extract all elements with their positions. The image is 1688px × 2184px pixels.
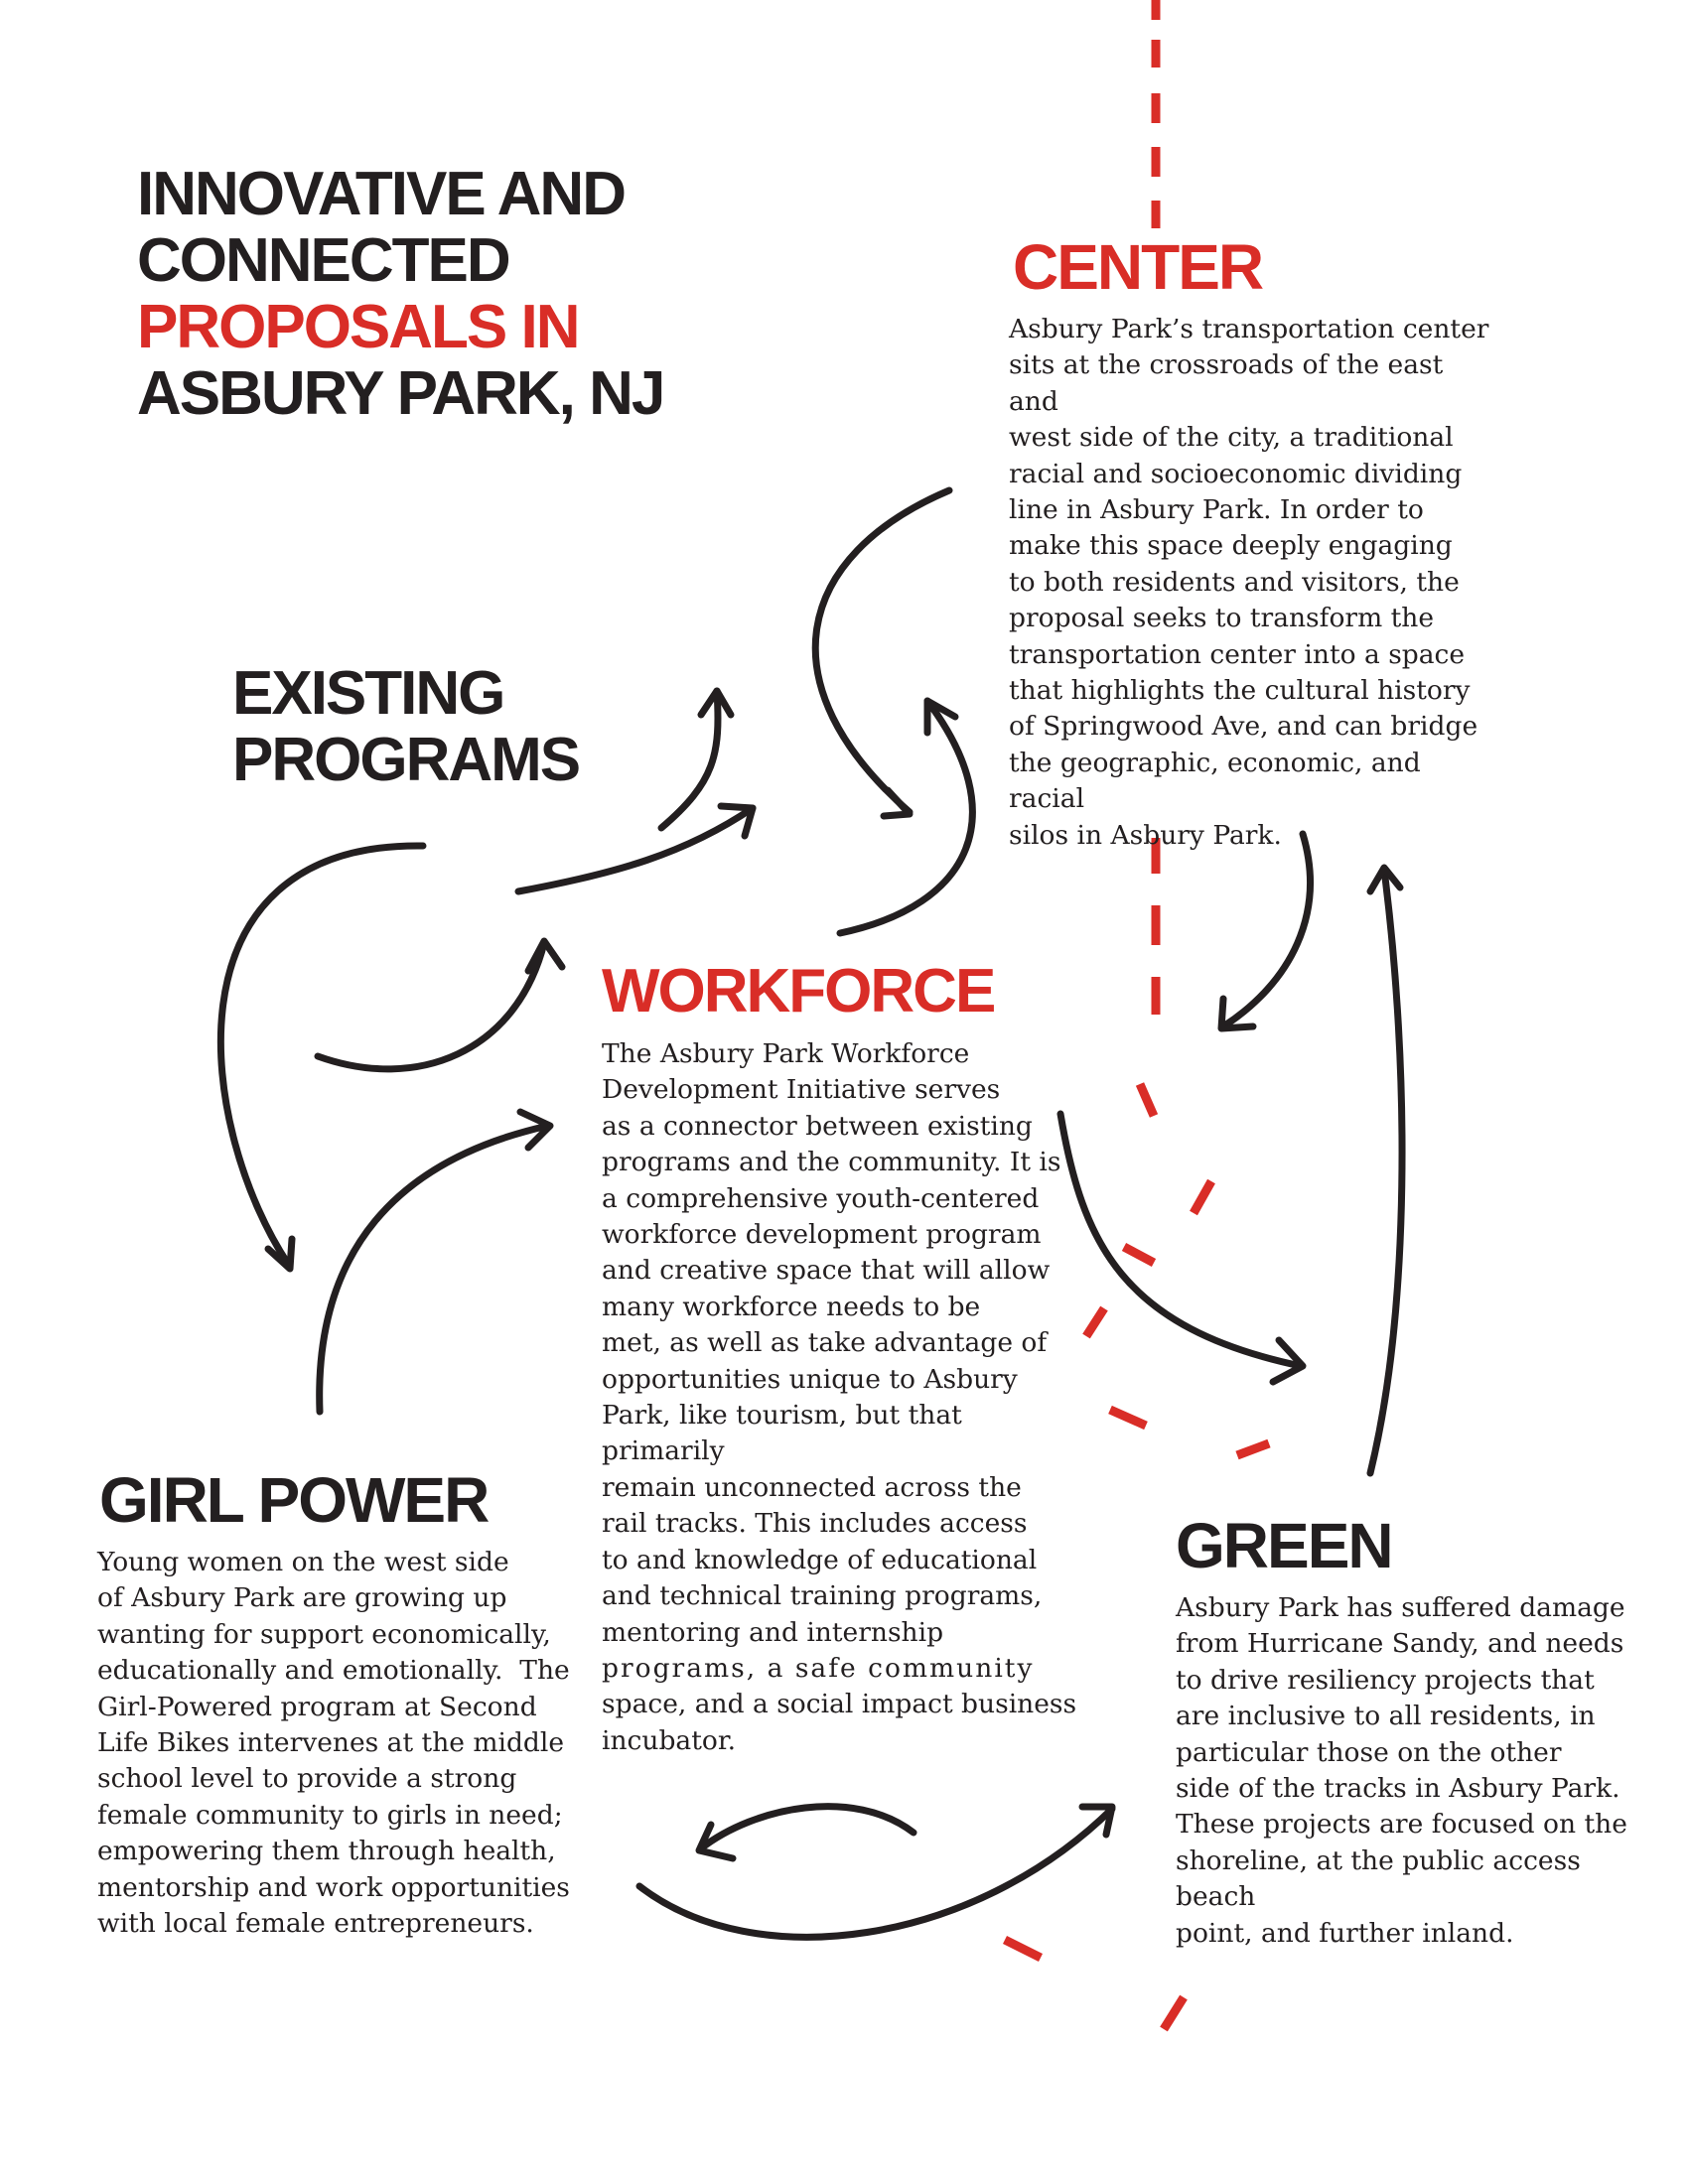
text-line: to and knowledge of educational <box>602 1544 1038 1575</box>
text-line: mentorship and work opportunities <box>97 1871 570 1903</box>
center-heading: CENTER <box>1013 231 1263 303</box>
existing-programs-line: EXISTING <box>232 659 504 728</box>
rail-dash <box>1005 1940 1041 1958</box>
arrow-to-girl-power-bottom <box>699 1807 914 1858</box>
text-line: and creative space that will allow <box>602 1255 1051 1287</box>
text-line: transportation center into a space <box>1009 638 1466 670</box>
text-line: side of the tracks in Asbury Park. <box>1176 1773 1620 1805</box>
text-line: space, and a social impact business <box>602 1689 1077 1720</box>
title-line: ASBURY PARK, NJ <box>137 359 664 428</box>
text-line: to drive resiliency projects that <box>1176 1664 1595 1696</box>
text-line: incubator. <box>602 1724 736 1756</box>
arrow-workforce-to-green <box>1060 1114 1303 1382</box>
green-heading: GREEN <box>1176 1510 1392 1581</box>
arrow-green-to-center <box>1370 868 1402 1473</box>
existing-programs-heading <box>232 660 579 793</box>
center-description <box>1009 312 1495 854</box>
text-line: These projects are focused on the <box>1176 1809 1627 1841</box>
page-title <box>137 161 663 427</box>
text-line: sits at the crossroads of the east and <box>1009 349 1444 417</box>
text-line: point, and further inland. <box>1176 1917 1514 1949</box>
text-line: make this space deeply engaging <box>1009 530 1453 562</box>
text-line: of Asbury Park are growing up <box>97 1582 507 1614</box>
text-line: workforce development program <box>602 1219 1042 1251</box>
text-line: with local female entrepreneurs. <box>97 1908 534 1940</box>
title-line: CONNECTED <box>137 226 509 295</box>
text-line: Development Initiative serves <box>602 1074 1001 1106</box>
text-line: of Springwood Ave, and can bridge <box>1009 711 1478 743</box>
text-line: many workforce needs to be <box>602 1291 981 1322</box>
title-line: INNOVATIVE AND <box>137 160 625 228</box>
arrow-to-workforce-upper <box>318 941 562 1069</box>
text-line: female community to girls in need; <box>97 1799 563 1831</box>
rail-dash <box>1164 1997 1184 2029</box>
text-line: from Hurricane Sandy, and needs <box>1176 1628 1624 1660</box>
green-description <box>1176 1590 1662 1952</box>
text-line: racial and socioeconomic dividing <box>1009 458 1463 489</box>
rail-dash <box>1086 1308 1104 1336</box>
text-line: silos in Asbury Park. <box>1009 819 1282 851</box>
text-line: line in Asbury Park. In order to <box>1009 494 1424 526</box>
text-line: to both residents and visitors, the <box>1009 566 1460 598</box>
text-line: Life Bikes intervenes at the middle <box>97 1727 565 1759</box>
girl-power-heading: GIRL POWER <box>99 1464 489 1536</box>
text-line: The Asbury Park Workforce <box>602 1038 970 1069</box>
text-line: school level to provide a strong <box>97 1763 517 1795</box>
rail-dash <box>1110 1410 1146 1426</box>
arrow-girl-power-to-workforce <box>320 1112 550 1412</box>
text-line: met, as well as take advantage of <box>602 1327 1048 1359</box>
arrow-center-to-green-line <box>1221 834 1310 1028</box>
text-line: and technical training programs, <box>602 1580 1043 1612</box>
text-line: a comprehensive youth-centered <box>602 1182 1040 1214</box>
text-line: opportunities unique to Asbury <box>602 1363 1018 1395</box>
text-line: shoreline, at the public access beach <box>1176 1844 1581 1913</box>
text-line: that highlights the cultural history <box>1009 675 1471 707</box>
title-line-highlight: PROPOSALS IN <box>137 293 579 361</box>
arrow-center-to-workforce <box>815 490 949 816</box>
text-line: programs, a safe community <box>602 1652 1035 1684</box>
text-line: Young women on the west side <box>97 1547 509 1577</box>
text-line: remain unconnected across the <box>602 1471 1022 1503</box>
rail-dash <box>1237 1443 1269 1455</box>
arrow-existing-to-workforce <box>518 806 753 891</box>
text-line: empowering them through health, <box>97 1836 556 1867</box>
text-line: the geographic, economic, and racial <box>1009 747 1421 815</box>
text-line: proposal seeks to transform the <box>1009 603 1435 634</box>
girl-power-description <box>97 1545 584 1942</box>
rail-dash <box>1124 1247 1154 1263</box>
existing-programs-line: PROGRAMS <box>232 726 580 794</box>
text-line: Asbury Park has suffered damage <box>1176 1592 1625 1623</box>
text-line: mentoring and internship <box>602 1616 944 1648</box>
rail-dash <box>1140 1084 1154 1116</box>
rail-dash <box>1194 1181 1211 1213</box>
text-line: wanting for support economically, <box>97 1618 551 1650</box>
text-line: Park, like tourism, but that primarily <box>602 1400 962 1467</box>
text-line: rail tracks. This includes access <box>602 1508 1028 1540</box>
text-line: Asbury Park’s transportation center <box>1009 314 1489 344</box>
text-line: west side of the city, a traditional <box>1009 422 1454 454</box>
text-line: educationally and emotionally. The <box>97 1655 570 1687</box>
workforce-heading: WORKFORCE <box>602 957 995 1025</box>
text-line: as a connector between existing <box>602 1110 1033 1142</box>
text-line: are inclusive to all residents, in <box>1176 1701 1596 1732</box>
workforce-description <box>602 1036 1088 1759</box>
text-line: Girl-Powered program at Second <box>97 1691 537 1722</box>
text-line: particular those on the other <box>1176 1736 1562 1768</box>
text-line: programs and the community. It is <box>602 1147 1061 1178</box>
